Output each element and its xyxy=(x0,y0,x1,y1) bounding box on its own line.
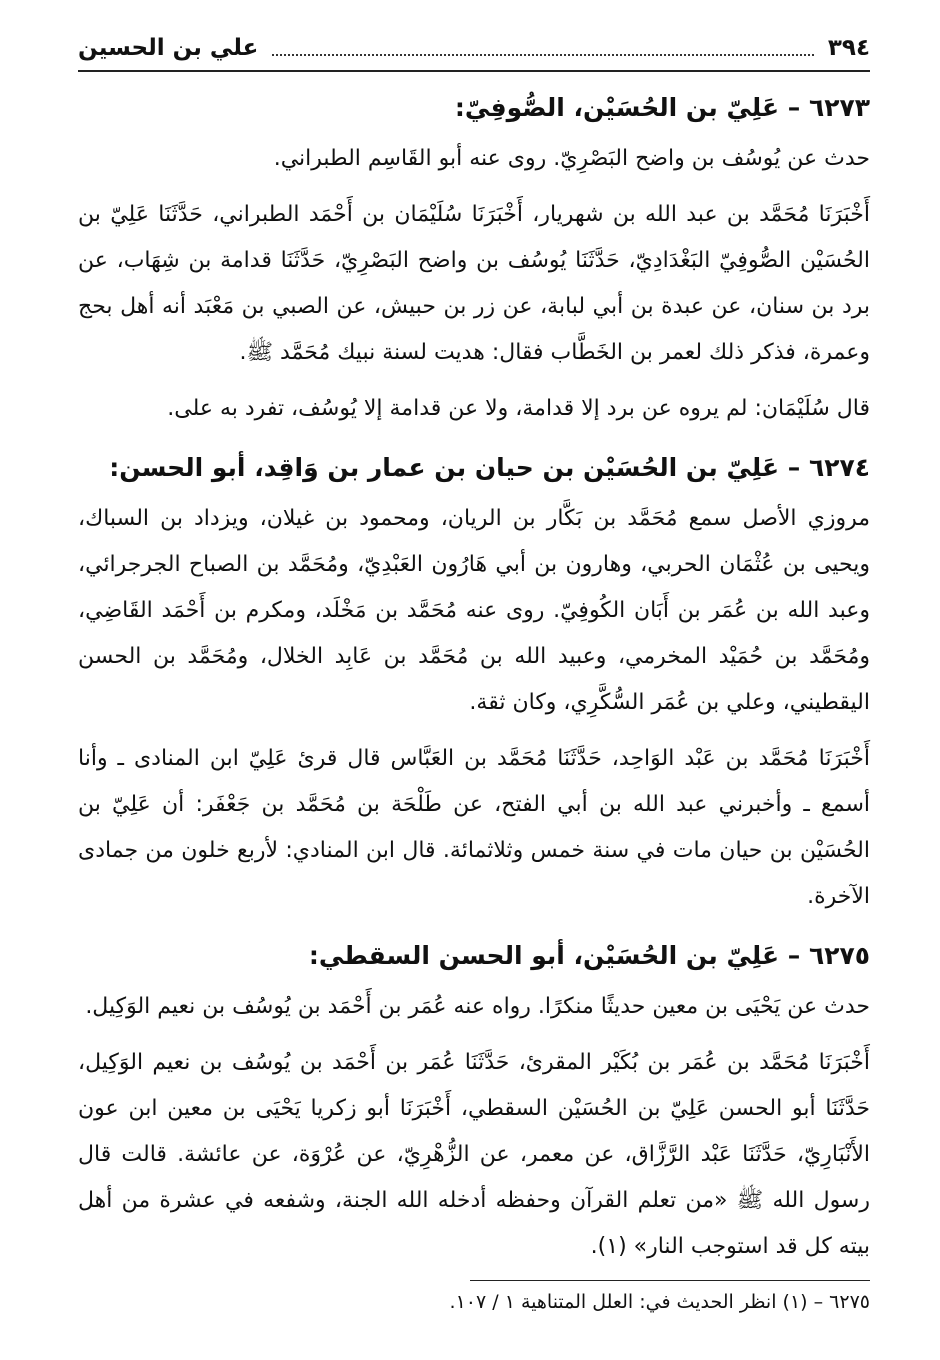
entry-paragraph: أَخْبَرَنَا مُحَمَّد بن عبد الله بن شهريار، أَخْبَرَنَا سُلَيْمَان بن أَحْمَد الطبراني، حَدَّثَنَا عَلِيّ بن الحُسَيْن الصُّوفِيّ البَغْدَادِيّ، حَدَّثَنَا يُوسُف بن واضح البَصْرِيّ، حَدَّثَنَا قدامة بن شِهَاب، عن برد بن سنان، عن عبدة بن أبي لبابة، عن زر بن حبيش، عن الصبي بن مَعْبَد أنه أهل بحج وعمرة، فذكر ذلك لعمر بن الخَطَّاب فقال: هديت لسنة نبيك مُحَمَّد ﷺ. xyxy=(78,202,870,365)
entry-paragraph: حدث عن يَحْيَى بن معين حديثًا منكرًا. رواه عنه عُمَر بن أَحْمَد بن يُوسُف بن نعيم الوَكِيل. xyxy=(85,994,870,1019)
footnote-rule xyxy=(470,1280,870,1281)
entry-title: ٦٢٧٣ – عَلِيّ بن الحُسَيْن، الصُّوفِيّ: xyxy=(454,93,870,122)
entry-title: ٦٢٧٤ – عَلِيّ بن الحُسَيْن بن حيان بن عمار بن وَاقِد، أبو الحسن: xyxy=(109,453,870,482)
entry-title: ٦٢٧٥ – عَلِيّ بن الحُسَيْن، أبو الحسن السقطي: xyxy=(308,941,870,970)
entry-6275 xyxy=(78,930,870,1270)
running-header xyxy=(78,30,870,72)
entry-paragraph: حدث عن يُوسُف بن واضح البَصْرِيّ. روى عنه أبو القَاسِم الطبراني. xyxy=(273,146,870,171)
page-number: ٣٩٤ xyxy=(827,35,870,61)
entry-paragraph: مروزي الأصل سمع مُحَمَّد بن بَكَّار بن الريان، ومحمود بن غيلان، ويزداد بن السباك، ويحيى بن عُثْمَان الحربي، وهارون بن أبي هَارُون العَبْدِيّ، ومُحَمَّد بن الصباح الجرجرائي، وعبد الله بن عُمَر بن أَبَان الكُوفِيّ. روى عنه مُحَمَّد بن مَخْلَد، ومكرم بن أَحْمَد القَاضِي، ومُحَمَّد بن حُمَيْد المخرمي، وعبيد الله بن مُحَمَّد بن عَابِد الخلال، ومُحَمَّد بن الحسن اليقطيني، وعلي بن عُمَر السُّكَّرِي، وكان ثقة. xyxy=(78,506,870,715)
entry-paragraph: أَخْبَرَنَا مُحَمَّد بن عُمَر بن بُكَيْر المقرئ، حَدَّثَنَا عُمَر بن أَحْمَد بن يُوسُف بن نعيم الوَكِيل، حَدَّثَنَا أبو الحسن عَلِيّ بن الحُسَيْن السقطي، أَخْبَرَنَا أبو زكريا يَحْيَى بن معين ابن عون الأَنْبَارِيّ، حَدَّثَنَا عَبْد الرَّزَّاق، عن معمر، عن الزُّهْرِيّ، عن عُرْوَة، عن عائشة. قالت قال رسول الله ﷺ «من تعلم القرآن وحفظه أدخله الله الجنة، وشفعه في عشرة من أهل بيته كل قد استوجب النار» (١). xyxy=(78,1050,870,1259)
header-dot-leader xyxy=(272,40,814,56)
entry-6274 xyxy=(78,442,870,920)
entry-paragraph: أَخْبَرَنَا مُحَمَّد بن عَبْد الوَاحِد، حَدَّثَنَا مُحَمَّد بن العَبَّاس قال قرئ عَلِيّ ابن المنادى ـ وأنا أسمع ـ وأخبرني عبد الله بن أبي الفتح، عن طَلْحَة بن مُحَمَّد بن جَعْفَر: أن عَلِيّ بن الحُسَيْن بن حيان مات في سنة خمس وثلاثمائة. قال ابن المنادي: لأربع خلون من جمادى الآخرة. xyxy=(78,746,870,909)
footnote: ٦٢٧٥ – (١) انظر الحديث في: العلل المتناهية ١ / ١٠٧. xyxy=(449,1291,870,1313)
running-title: علي بن الحسين xyxy=(78,35,259,61)
entry-6273 xyxy=(78,82,870,432)
entry-paragraph: قال سُلَيْمَان: لم يروه عن برد إلا قدامة، ولا عن قدامة إلا يُوسُف، تفرد به على. xyxy=(167,396,870,421)
